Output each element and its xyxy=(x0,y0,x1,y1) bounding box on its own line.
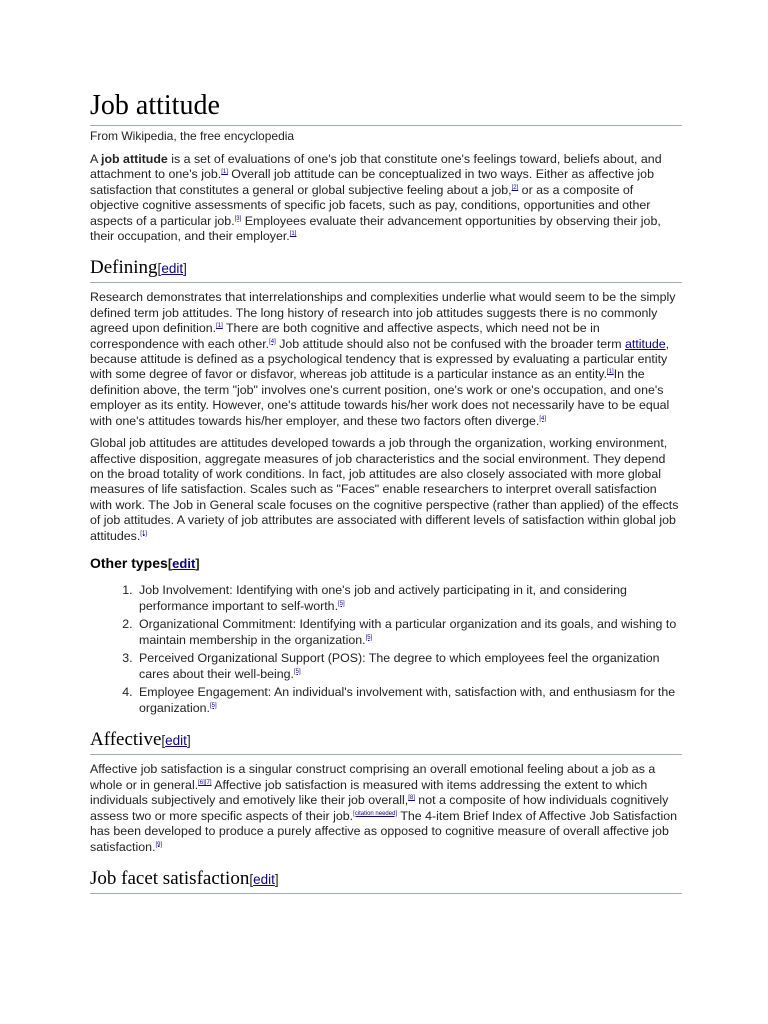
site-subtitle: From Wikipedia, the free encyclopedia xyxy=(90,129,295,143)
citation-link[interactable]: [1] xyxy=(289,230,297,237)
section-heading-defining: Defining[edit] xyxy=(90,256,682,283)
edit-section: [edit] xyxy=(161,733,191,749)
citation-link[interactable]: [5] xyxy=(293,668,301,675)
citation-link[interactable]: [9] xyxy=(155,841,163,848)
citation-link[interactable]: [5] xyxy=(365,634,373,641)
list-item: 1. Job Involvement: Identifying with one's job and actively participating in it, and considering performance important to self-worth.[5] xyxy=(136,583,682,615)
edit-link-job-facet[interactable]: edit xyxy=(253,871,275,887)
citation-link[interactable]: [4] xyxy=(269,338,276,345)
affective-paragraph: Affective job satisfaction is a singular construct comprising an overall emotional feeling about a job as a whole or in general.[6][7] Affective job satisfaction is measured with items addressing the extent to which individuals subjectively and emotively like their job overall,[8] not a composite of how individuals cognitively assess two or more specific aspects of their job.[citation needed] The 4-item Brief Index of Affective Job Satisfaction has been developed to produce a purely affective as opposed to cognitive measure of overall affective job satisfaction.[9] xyxy=(90,762,677,854)
citation-link[interactable]: [2] xyxy=(511,184,519,191)
edit-link-affective[interactable]: edit xyxy=(165,733,187,749)
intro-paragraph: A job attitude is a set of evaluations of one's job that constitute one's feelings toward, beliefs about, and attachment to one's job.[1] Overall job attitude can be conceptualized in two ways. Either as affective job satisfaction that constitutes a general or global subjective feeling about a job,[2] or as a composite of objective cognitive assessments of specific job facets, such as pay, conditions, opportunities and other aspects of a particular job.[3] Employees evaluate their advancement opportunities by observing their job, their occupation, and their employer.[1] xyxy=(90,152,662,244)
section-heading-job-facet: Job facet satisfaction[edit] xyxy=(90,867,682,894)
defining-paragraph-1: Research demonstrates that interrelationships and complexities underlie what would seem to be the simply defined term job attitudes. The long history of research into job attitudes suggests there is no commonly agreed upon definition.[1] There are both cognitive and affective aspects, which need not be in correspondence with each other.[4] Job attitude should also not be confused with the broader term attitude, because attitude is defined as a psychological tendency that is expressed by evaluating a particular entity with some degree of favor or disfavor, whereas job attitude is a particular instance as an entity.[1]In the definition above, the term "job" involves one's current position, one's work or one's occupation, and one's employer as its entity. However, one's attitude towards his/her work does not necessarily have to be equal with one's attitudes towards his/her employer, and these two factors often diverge.[4] xyxy=(90,290,676,428)
edit-link-defining[interactable]: edit xyxy=(161,261,184,277)
citation-link[interactable]: [1] xyxy=(140,530,147,537)
article-content xyxy=(90,88,682,901)
page-title: Job attitude xyxy=(90,88,682,126)
citation-link[interactable]: [6][7] xyxy=(198,779,212,786)
section-heading-affective: Affective[edit] xyxy=(90,728,682,755)
citation-link[interactable]: [1] xyxy=(221,169,228,176)
list-item: 4. Employee Engagement: An individual's involvement with, satisfaction with, and enthusiasm for the organization.[5] xyxy=(136,685,682,717)
section-heading-other-types: Other types[edit] xyxy=(90,554,200,571)
term-bold: job attitude xyxy=(101,152,168,166)
edit-section: [edit] xyxy=(167,555,200,571)
edit-link-other-types[interactable]: edit xyxy=(172,555,196,571)
citation-link[interactable]: [5] xyxy=(338,600,345,607)
defining-paragraph-2: Global job attitudes are attitudes developed towards a job through the organization, working environment, affective disposition, aggregate measures of job characteristics and the social environment. They depend on the broad totality of work conditions. In fact, job attitudes are also closely associated with more global measures of life satisfaction. Scales such as "Faces" enable researchers to interpret overall satisfaction with work. The Job in General scale focuses on the cognitive perspective (rather than applied) of the effects of job attitudes. A variety of job attributes are associated with different levels of satisfaction within global job attitudes.[1] xyxy=(90,436,679,543)
citation-link[interactable]: [8] xyxy=(408,795,415,802)
list-item: 2. Organizational Commitment: Identifying with a particular organization and its goals, and wishing to maintain membership in the organization.[5] xyxy=(136,617,682,649)
citation-needed-link[interactable]: [citation needed] xyxy=(353,810,398,817)
list-item: 3. Perceived Organizational Support (POS): The degree to which employees feel the organization cares about their well-being.[5] xyxy=(136,651,682,683)
edit-section: [edit] xyxy=(157,261,187,277)
other-types-list xyxy=(90,583,682,717)
edit-section: [edit] xyxy=(249,871,279,887)
citation-link[interactable]: [3] xyxy=(234,215,242,222)
citation-link[interactable]: [5] xyxy=(209,702,217,709)
citation-link[interactable]: [1] xyxy=(216,323,223,330)
citation-link[interactable]: [1] xyxy=(607,369,614,376)
attitude-link[interactable]: attitude xyxy=(625,336,666,351)
citation-link[interactable]: [4] xyxy=(539,415,547,422)
